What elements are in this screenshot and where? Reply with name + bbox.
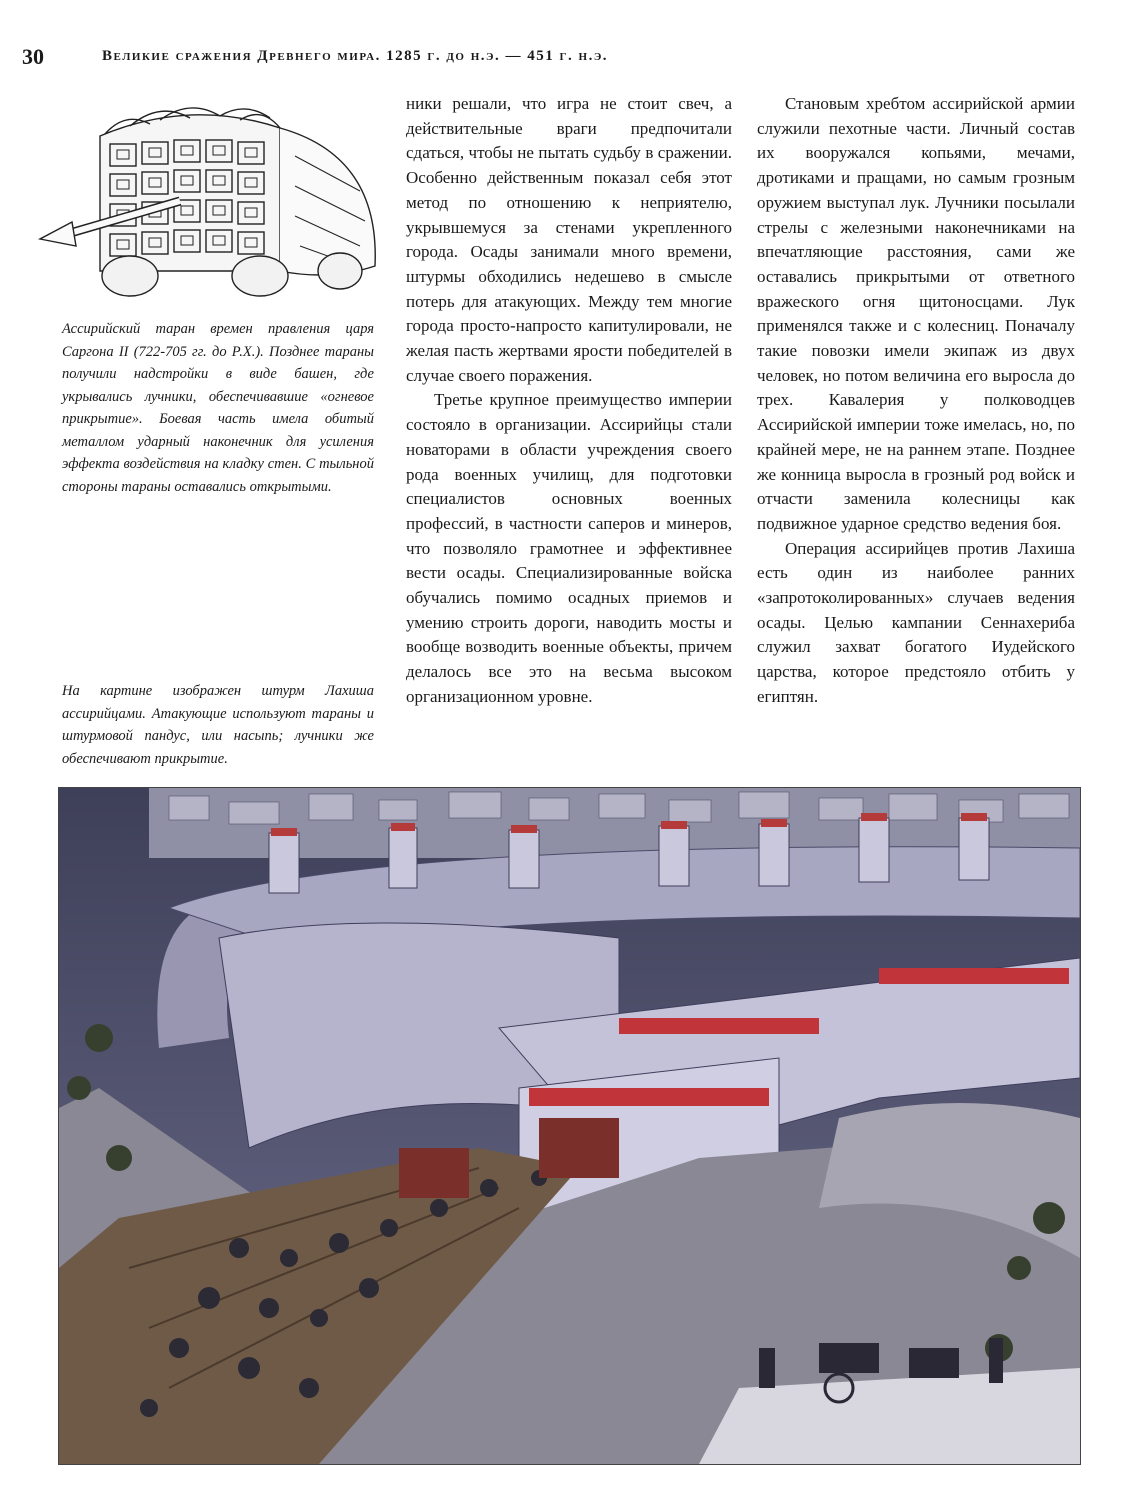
paragraph: Становым хребтом ассирийской армии служили пехотные части. Личный состав их вооружался копьями, мечами, дротиками и пращами, но самым грозным оружием выступал лук. Лучники посылали стрелы с железными наконечниками на впечатляющие расстояния, сами же оставались прикрытыми от ответного вражеского огня щитоносцами. Лук применялся также и с колесниц. Поначалу такие повозки имели экипаж из двух человек, но потом величина его выросла до трех. Кавалерия у полководцев Ассирийской империи тоже имелась, но, по крайней мере, не на раннем этапе. Позднее же конница выросла в грозный род войск и отчасти заменила колесницы как подвижное ударное средство ведения боя.	[757, 94, 1075, 533]
painting-caption: На картине изображен штурм Лахиша ассирийцами. Атакующие используют тараны и штурмовой пандус, или насыпь; лучники же обеспечивают прикрытие.	[62, 683, 374, 767]
page-number: 30	[22, 44, 44, 69]
siege-of-lachish-painting	[58, 787, 1081, 1465]
page-header	[22, 44, 1122, 74]
text-column-right	[757, 92, 1075, 710]
text-column-middle	[406, 92, 732, 710]
running-title: Великие сражения Древнего мира. 1285 г. до н.э. — 451 г. н.э.	[102, 48, 609, 64]
paragraph: Третье крупное преимущество империи состояло в организации. Ассирийцы стали новаторами в области учреждения своего рода военных училищ, для подготовки специалистов основных военных профессий, в частности саперов и минеров, что позволяло грамотнее и эффективнее вести осады. Специализированные войска обучались помимо осадных приемов и умению строить дороги, наводить мосты и вообще возводить военные объекты, причем делалось все это на весьма высоком организационном уровне.	[406, 390, 732, 706]
paragraph: Операция ассирийцев против Лахиша есть один из наиболее ранних «запротоколированных» случаев ведения осады. Целью кампании Сеннахериба служил захват богатого Иудейского царства, которое предстояло отбить у египтян.	[757, 538, 1075, 706]
paragraph: ники решали, что игра не стоит свеч, а действительные враги предпочитали сдаться, чтобы не пытать судьбу в сражении. Особенно действенным показал себя этот метод по отношению к неприятелю, укрывшемуся за стенами укрепленного города. Осады занимали много времени, штурмы обходились недешево в смысле потерь для атакующих. Между тем многие города просто-напросто капитулировали, не желая пасть жертвами ярости победителей в случае своего поражения.	[406, 94, 732, 385]
battering-ram-illustration	[30, 96, 390, 306]
ram-figure-caption: Ассирийский таран времен правления царя Саргона II (722-705 гг. до Р.Х.). Позднее тараны получили надстройки в виде башен, где укрывались лучники, обеспечивавшие «огневое прикрытие». Боевая часть имела обитый металлом ударный наконечник для усиления эффекта воздействия на кладку стен. С тыльной стороны тараны оставались открытыми.	[62, 321, 374, 495]
